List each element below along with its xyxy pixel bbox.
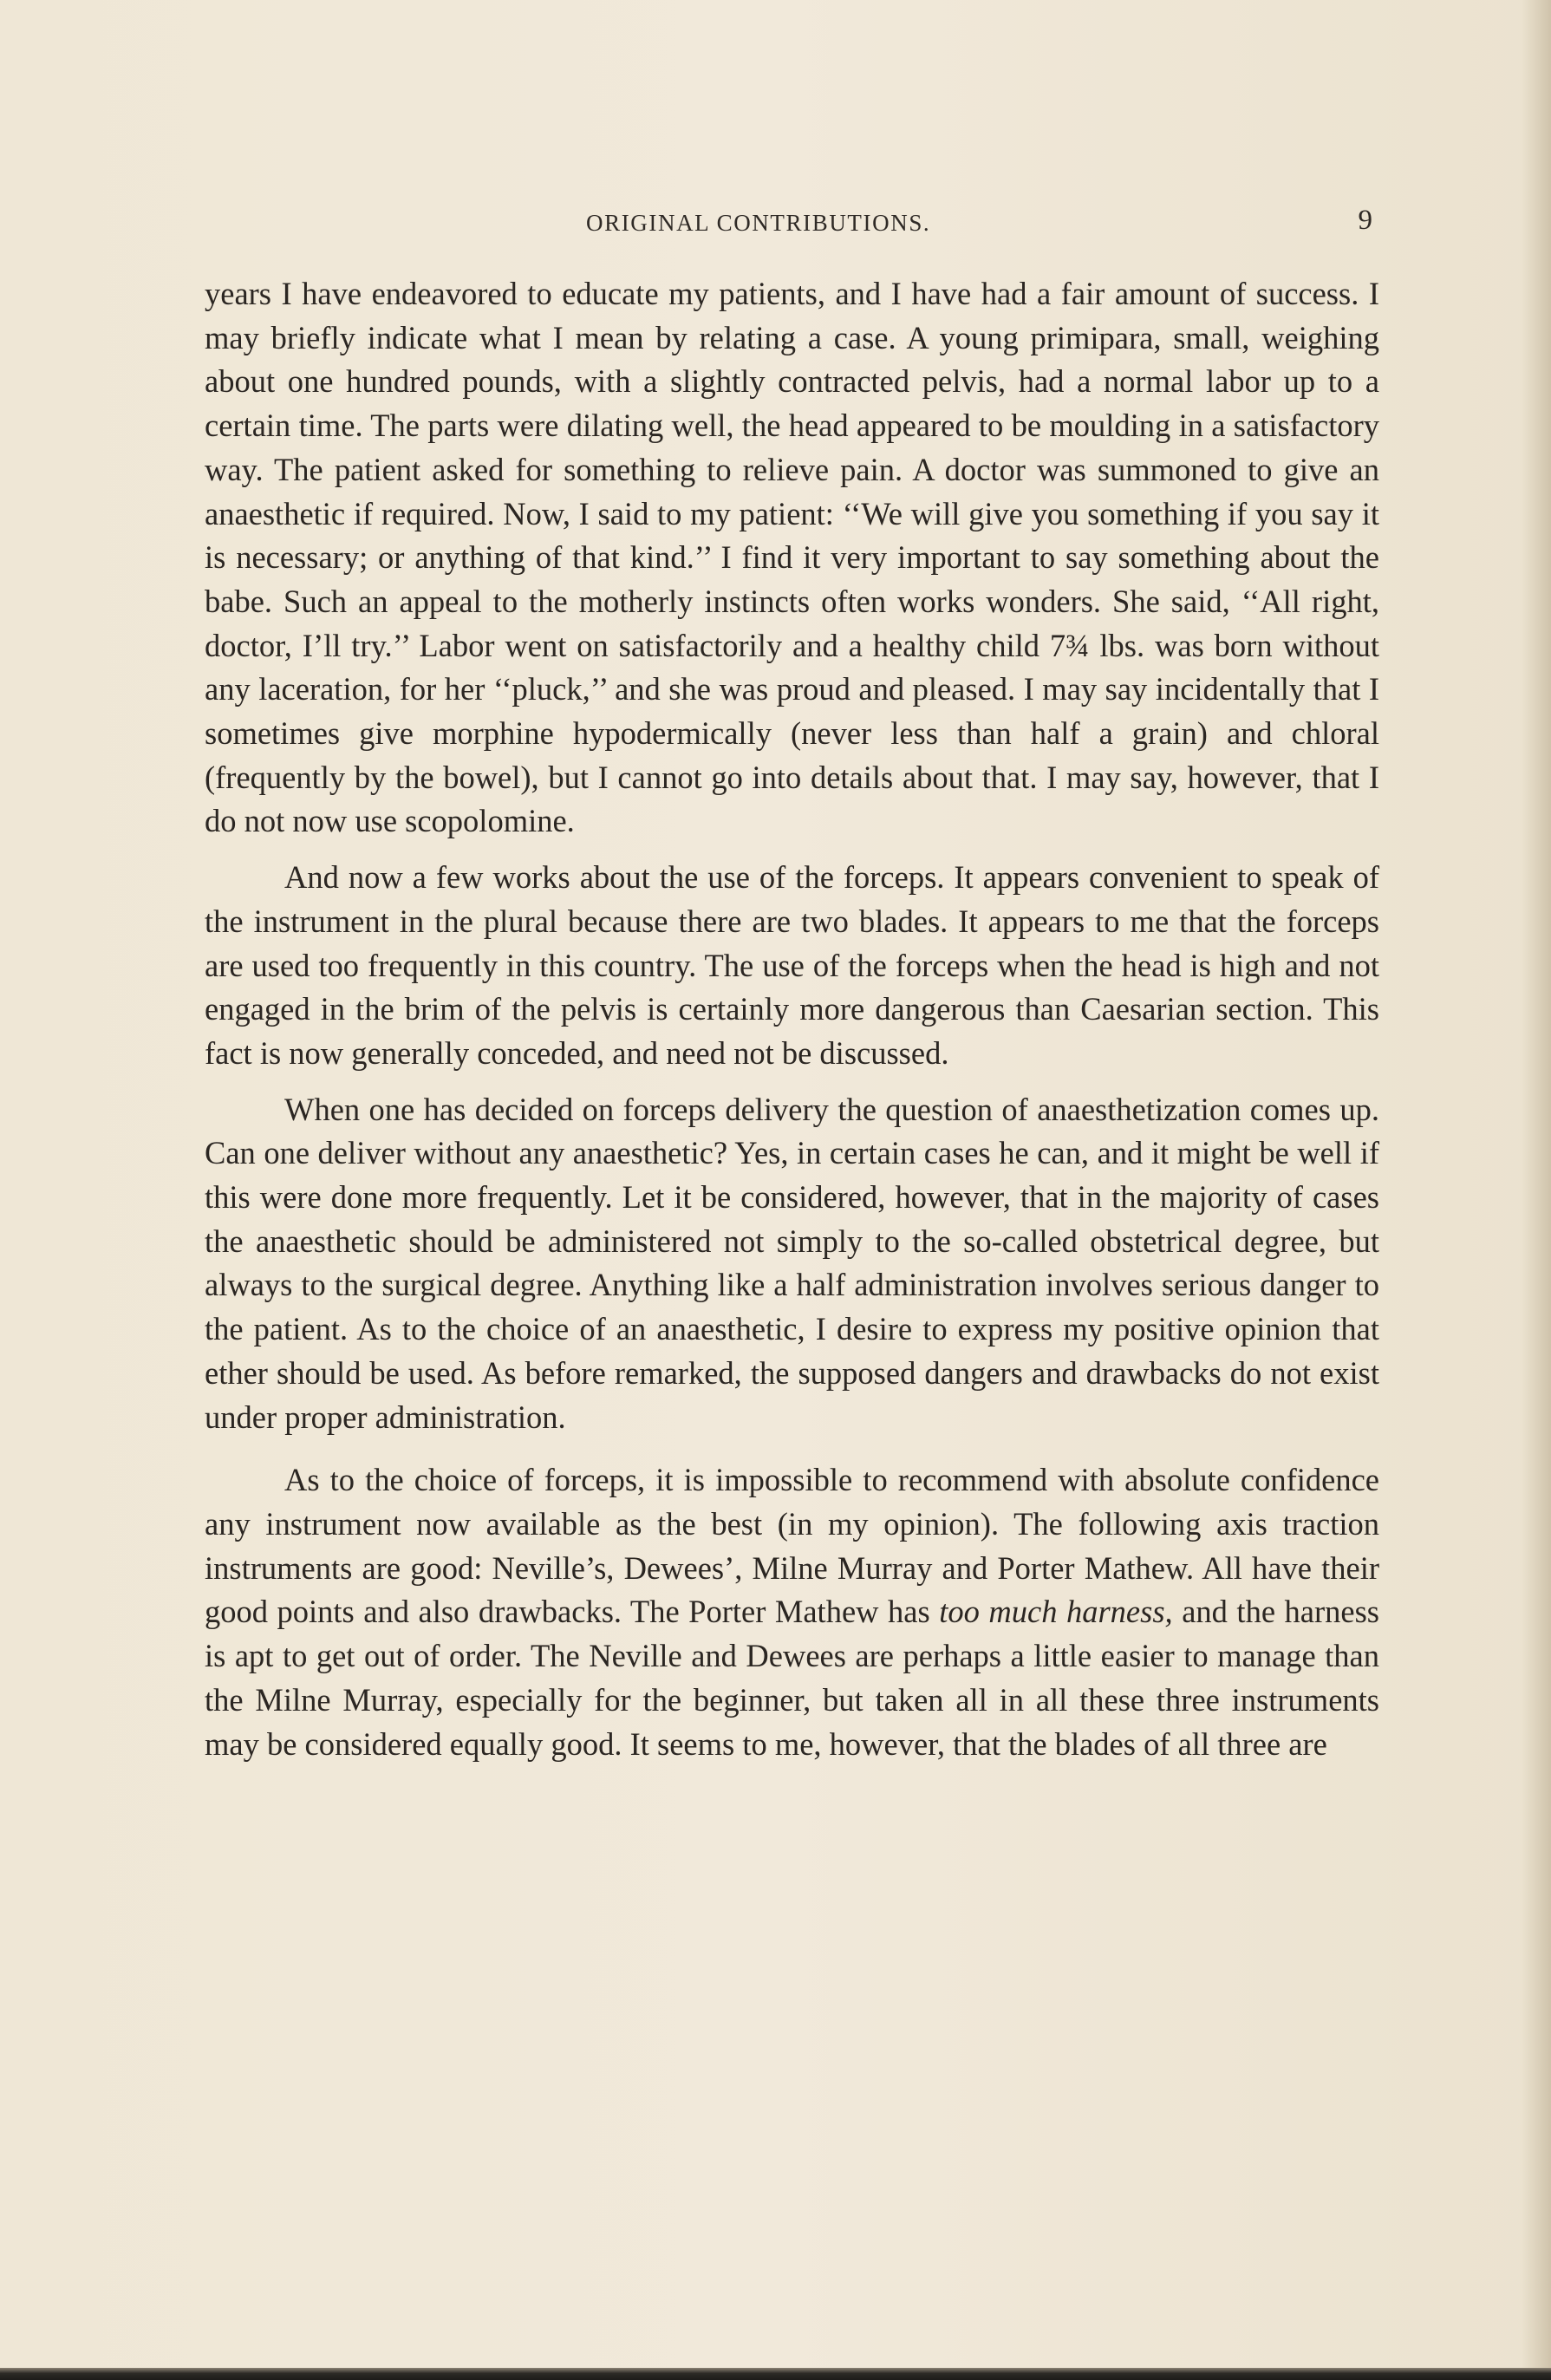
running-title: ORIGINAL CONTRIBUTIONS. (586, 210, 931, 236)
page-header (205, 205, 1379, 248)
paragraph-4 (205, 1458, 1379, 1766)
paragraph-3: When one has decided on forceps delivery the question of anaesthetization comes up. Can one deliver without any anaesthetic? Yes, in certain cases he can, and it might be well if this were done more frequently. Let it be considered, however, that in the majority of cases the anaesthetic should be administered not simply to the so-called obstetrical degree, but always to the surgical degree. Anything like a half administration involves serious danger to the patient. As to the choice of an anaesthetic, I desire to express my positive opinion that ether should be used. As before remarked, the supposed dangers and drawbacks do not exist under proper administration. (205, 1091, 1379, 1435)
paragraph-1: years I have endeavored to educate my patients, and I have had a fair amount of success. I may briefly indicate what I mean by relating a case. A young primipara, small, weighing about one hundred pounds, with a slightly contracted pelvis, had a normal labor up to a certain time. The parts were dilating well, the head appeared to be moulding in a satisfactory way. The patient asked for something to relieve pain. A doctor was summoned to give an anaesthetic if required. Now, I said to my patient: ‘‘We will give you something if you say it is necessary; or anything of that kind.’’ I find it very important to say something about the babe. Such an appeal to the motherly instincts often works wonders. She said, ‘‘All right, doctor, I’ll try.’’ Labor went on satisfactorily and a healthy child 7¾ lbs. was born without any laceration, for her ‘‘pluck,’’ and she was proud and pleased. I may say incidentally that I sometimes give morphine hypodermically (never less than half a grain) and chloral (frequently by the bowel), but I cannot go into details about that. I may say, however, that I do not now use scopolomine. (205, 276, 1379, 839)
paragraph-4-text-before: As to the choice of forceps, it is impossible to recommend with absolute confidence any instrument now available as the best (in my opinion). The following axis traction instruments are good: Neville’s, Dewees’, Milne Murray and Porter Mathew. All have their good points and also drawbacks. The Porter Mathew has (205, 1462, 1379, 1630)
page-bottom-edge (0, 2368, 1551, 2380)
emphasized-phrase: too much harness, (939, 1594, 1173, 1630)
paragraph-2: And now a few works about the use of the forceps. It appears convenient to speak of the instrument in the plural because there are two blades. It appears to me that the forceps are used too frequently in this country. The use of the forceps when the head is high and not engaged in the brim of the pelvis is certainly more dangerous than Caesarian section. This fact is now generally conceded, and need not be discussed. (205, 859, 1379, 1071)
paragraph-4-text-after: and the harness is apt to get out of order. The Neville and Dewees are perhaps a little easier to manage than the Milne Murray, especially for the beginner, but taken all in all these three instruments may be considered equally good. It seems to me, however, that the blades of all three are (205, 1594, 1380, 1762)
page-edge-shadow (1522, 0, 1551, 2380)
body-text (205, 272, 1379, 1766)
page-number: 9 (1358, 205, 1372, 236)
